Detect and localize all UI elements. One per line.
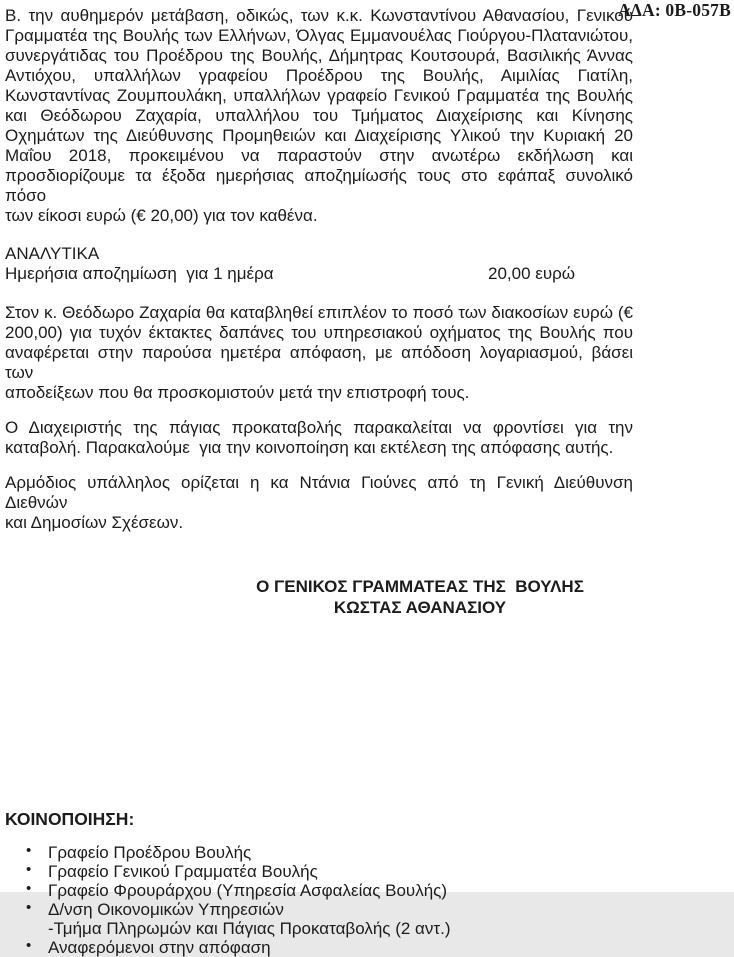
text-line: Ο Διαχειριστής της πάγιας προκαταβολής παρακαλείται να φροντίσει για την	[5, 418, 633, 437]
per-diem-amount: 20,00 ευρώ	[488, 264, 576, 283]
text-line: Στον κ. Θεόδωρο Ζαχαρία θα καταβληθεί επιπλέον το ποσό των διακοσίων ευρώ (€	[5, 303, 633, 322]
document-body	[5, 6, 633, 957]
signature-name: ΚΩΣΤΑΣ ΑΘΑΝΑΣΙΟΥ	[333, 598, 507, 617]
text-line: Αρμόδιος υπάλληλος ορίζεται η κα Ντάνια Γιούνες από τη Γενική Διεύθυνση Διεθνών	[5, 473, 633, 512]
distribution-item-text: Αναφερόμενοι στην απόφαση	[48, 938, 271, 957]
distribution-list	[5, 843, 633, 957]
per-diem-row	[5, 264, 633, 284]
text-line: και Θεόδωρου Ζαχαρία, υπαλλήλου του Τμήματος Διαχείρισης και Κίνησης	[5, 106, 633, 125]
paragraph-vehicle-expenses	[5, 303, 633, 403]
distribution-heading: ΚΟΙΝΟΠΟΙΗΣΗ:	[5, 809, 135, 829]
text-line: συνεργάτιδας του Προέδρου της Βουλής, Δήμητρας Κουτσουρά, Βασιλικής Άννας	[5, 46, 633, 65]
signature-block	[5, 576, 633, 618]
bullet-dot-icon: •	[26, 937, 32, 954]
text-line: Γραμματέα της Βουλής των Ελλήνων, Όλγας Εμμανουέλας Γιούργου-Πλατανιώτου,	[5, 26, 633, 45]
distribution-list-item	[5, 843, 633, 862]
distribution-item-text: Δ/νση Οικονομικών Υπηρεσιών	[48, 900, 284, 919]
text-line: Κωνσταντίνας Ζουμπουλάκη, υπαλλήλων γραφείο Γενικού Γραμματέα της Βουλής	[5, 86, 633, 105]
distribution-list-item	[5, 862, 633, 881]
distribution-item-subtext: -Τμήμα Πληρωμών και Πάγιας Προκαταβολής (2 αντ.)	[48, 919, 451, 938]
text-line: αναφέρεται στην παρούσα ημετέρα απόφαση, με απόδοση λογαριασμού, βάσει των	[5, 343, 633, 382]
bullet-dot-icon: •	[26, 880, 32, 897]
distribution-list-item	[5, 900, 633, 938]
text-line: και Δημοσίων Σχέσεων.	[5, 513, 184, 532]
text-line: Μαΐου 2018, προκειμένου να παραστούν στην ανωτέρω εκδήλωση και	[5, 146, 633, 165]
bullet-dot-icon: •	[26, 861, 32, 878]
paragraph-custodian	[5, 418, 633, 458]
paragraph-responsible-employee	[5, 473, 633, 533]
text-line: των είκοσι ευρώ (€ 20,00) για τον καθένα.	[5, 206, 318, 225]
text-line: καταβολή. Παρακαλούμε για την κοινοποίηση και εκτέλεση της απόφασης αυτής.	[5, 438, 614, 457]
bullet-dot-icon: •	[26, 899, 32, 916]
distribution-item-text: Γραφείο Φρουράρχου (Υπηρεσία Ασφαλείας Βουλής)	[48, 881, 448, 900]
distribution-list-item	[5, 881, 633, 900]
distribution-item-text: Γραφείο Προέδρου Βουλής	[48, 843, 252, 862]
per-diem-label: Ημερήσια αποζημίωση για 1 ημέρα	[5, 264, 274, 283]
text-line: αποδείξεων που θα προσκομιστούν μετά την επιστροφή τους.	[5, 383, 470, 402]
analytika-heading: ΑΝΑΛΥΤΙΚΑ	[5, 244, 100, 263]
paragraph-intro	[5, 6, 633, 226]
distribution-item-text: Γραφείο Γενικού Γραμματέα Βουλής	[48, 862, 318, 881]
text-line: Β. την αυθημερόν μετάβαση, οδικώς, των κ.κ. Κωνσταντίνου Αθανασίου, Γενικού	[5, 6, 633, 25]
text-line: Αντιόχου, υπαλλήλων γραφείου Προέδρου της Βουλής, Αιμιλίας Γιατίλη,	[5, 66, 633, 85]
text-line: προσδιορίζουμε τα έξοδα ημερήσιας αποζημίωσής τους στο εφάπαξ συνολικό πόσο	[5, 166, 633, 205]
ada-code: ΑΔΑ: 0Β-057Β	[617, 0, 731, 20]
bullet-dot-icon: •	[26, 842, 32, 859]
text-line: Οχημάτων της Διεύθυνσης Προμηθειών και Διαχείρισης Υλικού την Κυριακή 20	[5, 126, 633, 145]
distribution-list-item	[5, 938, 633, 957]
text-line: 200,00) για τυχόν έκτακτες δαπάνες του υπηρεσιακού οχήματος της Βουλής που	[5, 323, 633, 342]
signature-title: Ο ΓΕΝΙΚΟΣ ΓΡΑΜΜΑΤΕΑΣ ΤΗΣ ΒΟΥΛΗΣ	[256, 577, 584, 596]
